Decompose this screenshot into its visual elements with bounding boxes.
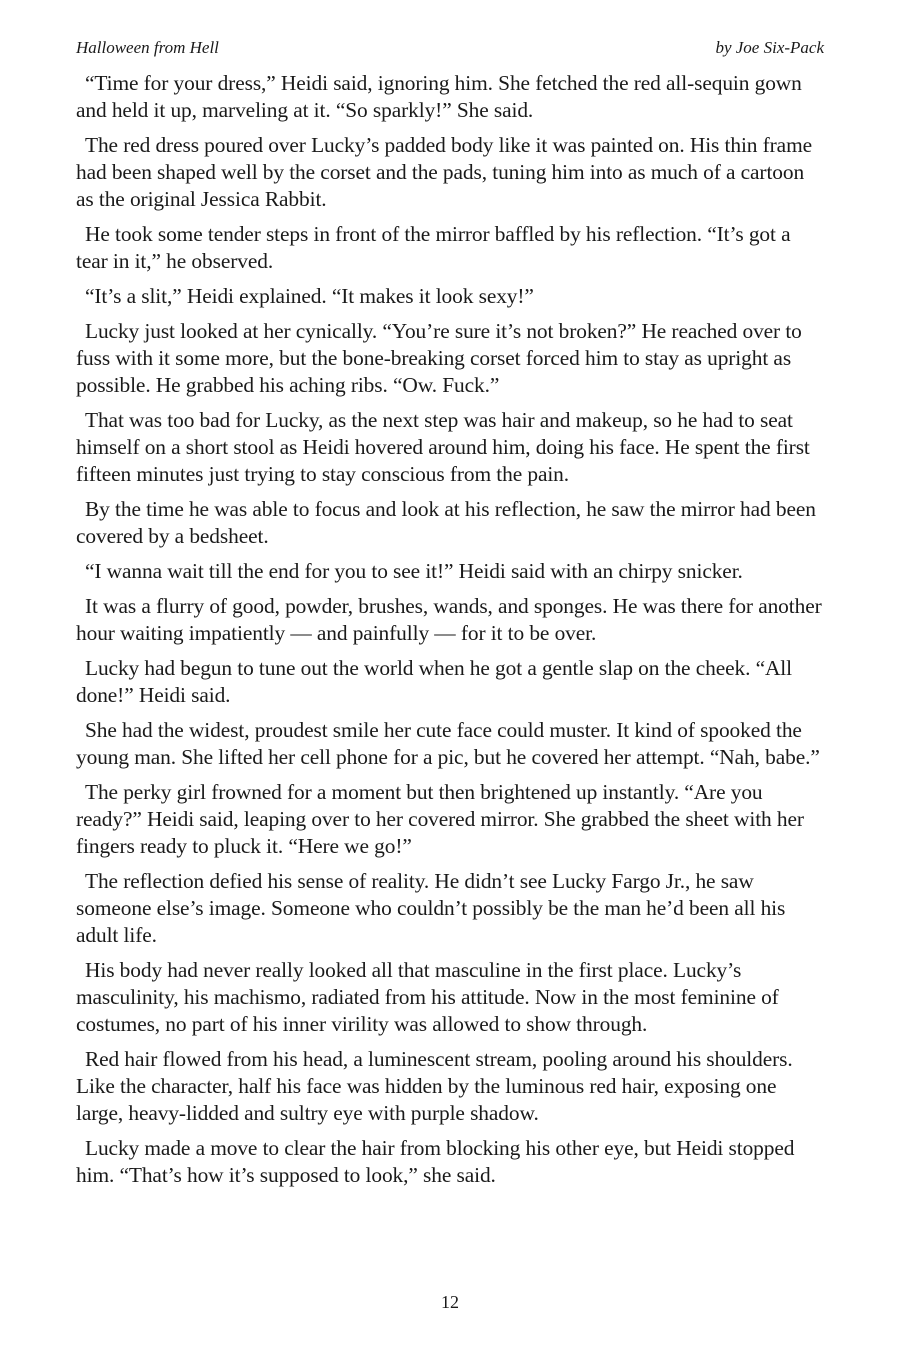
paragraph: The reflection defied his sense of reality. He didn’t see Lucky Fargo Jr., he saw someone else’s image. Someone who couldn’t possibly be the man he’d been all his adult life. — [76, 869, 786, 947]
paragraph: By the time he was able to focus and look at his reflection, he saw the mirror had been covered by a bedsheet. — [76, 497, 816, 548]
page-number: 12 — [441, 1292, 459, 1312]
paragraph: He took some tender steps in front of the mirror baffled by his reflection. “It’s got a tear in it,” he observed. — [76, 222, 791, 273]
paragraph: “I wanna wait till the end for you to see it!” Heidi said with an chirpy snicker. — [85, 559, 743, 583]
author-byline: by Joe Six-Pack — [715, 38, 824, 57]
paragraph: Lucky had begun to tune out the world when he got a gentle slap on the cheek. “All done!” Heidi said. — [76, 656, 792, 707]
paragraph: That was too bad for Lucky, as the next step was hair and makeup, so he had to seat himself on a short stool as Heidi hovered around him, doing his face. He spent the first fifteen minutes just trying to stay conscious from the pain. — [76, 408, 810, 486]
paragraph: The perky girl frowned for a moment but then brightened up instantly. “Are you ready?” Heidi said, leaping over to her covered mirror. She grabbed the sheet with her fingers ready to pluck it. “Here we go!” — [76, 780, 804, 858]
paragraph: Lucky just looked at her cynically. “You’re sure it’s not broken?” He reached over to fuss with it some more, but the bone-breaking corset forced him to stay as upright as possible. He grabbed his aching ribs. “Ow. Fuck.” — [76, 319, 802, 397]
paragraph: The red dress poured over Lucky’s padded body like it was painted on. His thin frame had been shaped well by the corset and the pads, tuning him into as much of a cartoon as the original Jessica Rabbit. — [76, 133, 813, 211]
paragraph: Red hair flowed from his head, a luminescent stream, pooling around his shoulders. Like the character, half his face was hidden by the luminous red hair, exposing one large, heavy-lidded and sultry eye with purple shadow. — [76, 1047, 793, 1125]
body-text — [76, 70, 826, 1197]
paragraph: Lucky made a move to clear the hair from blocking his other eye, but Heidi stopped him. “That’s how it’s supposed to look,” she said. — [76, 1136, 795, 1187]
paragraph: “Time for your dress,” Heidi said, ignoring him. She fetched the red all-sequin gown and held it up, marveling at it. “So sparkly!” She said. — [76, 71, 802, 122]
paragraph: “It’s a slit,” Heidi explained. “It makes it look sexy!” — [85, 284, 534, 308]
book-title: Halloween from Hell — [76, 38, 219, 57]
paragraph: It was a flurry of good, powder, brushes, wands, and sponges. He was there for another hour waiting impatiently — and painfully — for it to be over. — [76, 594, 822, 645]
paragraph: She had the widest, proudest smile her cute face could muster. It kind of spooked the young man. She lifted her cell phone for a pic, but he covered her attempt. “Nah, babe.” — [76, 718, 820, 769]
running-header — [76, 36, 824, 60]
paragraph: His body had never really looked all that masculine in the first place. Lucky’s masculinity, his machismo, radiated from his attitude. Now in the most feminine of costumes, no part of his inner virility was allowed to show through. — [76, 958, 779, 1036]
